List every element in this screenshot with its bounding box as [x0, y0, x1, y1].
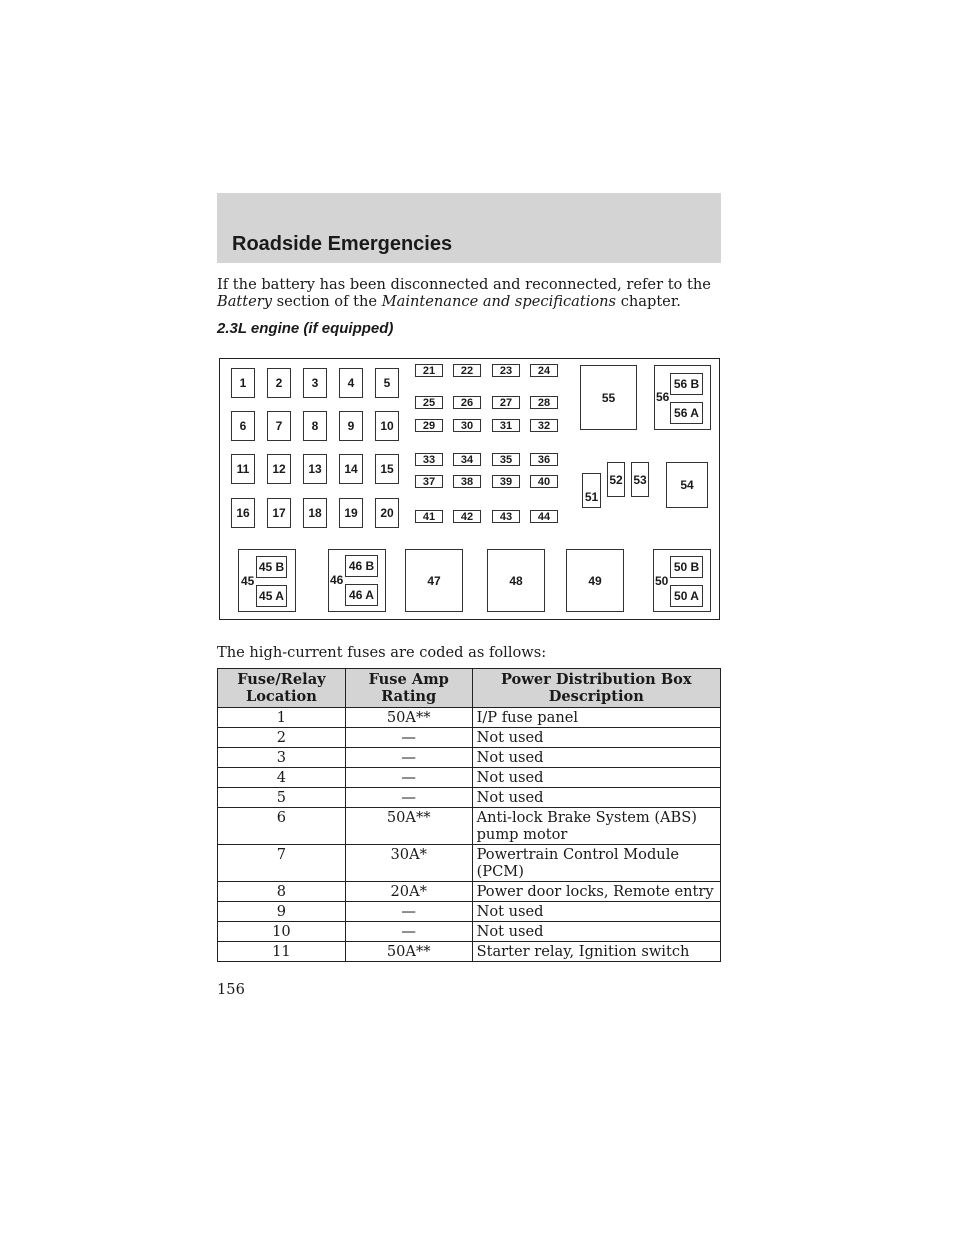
cell-location: 6	[218, 808, 346, 845]
fuse-table	[217, 668, 721, 962]
relay-54: 54	[666, 462, 708, 508]
cell-rating: —	[345, 748, 472, 768]
cell-location: 7	[218, 845, 346, 882]
intro-text-1: If the battery has been disconnected and reconnected, refer to the	[217, 276, 711, 293]
relay-45b: 45 B	[256, 556, 287, 578]
table-row	[218, 768, 721, 788]
fuse-18: 18	[303, 498, 327, 528]
cell-rating: —	[345, 902, 472, 922]
mini-fuse-38: 38	[453, 475, 481, 488]
header-description-line2: Description	[548, 688, 644, 705]
fuse-14: 14	[339, 454, 363, 484]
cell-description: Anti-lock Brake System (ABS) pump motor	[472, 808, 720, 845]
fuse-2: 2	[267, 368, 291, 398]
mini-fuse-28: 28	[530, 396, 558, 409]
mini-fuse-23: 23	[492, 364, 520, 377]
relay-51: 51	[582, 473, 601, 508]
mini-fuse-41: 41	[415, 510, 443, 523]
table-caption: The high-current fuses are coded as follows:	[217, 644, 547, 661]
fuse-6: 6	[231, 411, 255, 441]
table-row	[218, 845, 721, 882]
fuse-13: 13	[303, 454, 327, 484]
mini-fuse-33: 33	[415, 453, 443, 466]
relay-53: 53	[631, 462, 649, 497]
cell-location: 8	[218, 882, 346, 902]
section-title: Roadside Emergencies	[232, 233, 453, 255]
mini-fuse-40: 40	[530, 475, 558, 488]
relay-55: 55	[580, 365, 637, 430]
header-description	[472, 669, 720, 708]
relay-56-label: 56	[656, 390, 670, 404]
fuse-19: 19	[339, 498, 363, 528]
mini-fuse-31: 31	[492, 419, 520, 432]
relay-47: 47	[405, 549, 463, 612]
mini-fuse-29: 29	[415, 419, 443, 432]
cell-rating: —	[345, 768, 472, 788]
cell-description: Not used	[472, 728, 720, 748]
fuse-7: 7	[267, 411, 291, 441]
cell-location: 11	[218, 942, 346, 962]
intro-text-3: chapter.	[616, 292, 681, 310]
header-rating-line2: Rating	[381, 688, 437, 705]
fuse-8: 8	[303, 411, 327, 441]
header-location	[218, 669, 346, 708]
cell-rating: —	[345, 922, 472, 942]
cell-description: Power door locks, Remote entry	[472, 882, 720, 902]
fuse-11: 11	[231, 454, 255, 484]
fuse-9: 9	[339, 411, 363, 441]
cell-description: Powertrain Control Module (PCM)	[472, 845, 720, 882]
table-row	[218, 922, 721, 942]
fuse-1: 1	[231, 368, 255, 398]
cell-description: Not used	[472, 748, 720, 768]
relay-48: 48	[487, 549, 545, 612]
cell-description: Not used	[472, 788, 720, 808]
intro-battery-ref: Battery	[217, 292, 273, 310]
intro-maintenance-ref: Maintenance and specifications	[381, 292, 617, 310]
cell-rating: 20A*	[345, 882, 472, 902]
relay-50a: 50 A	[670, 585, 703, 607]
relay-46b: 46 B	[345, 555, 378, 577]
mini-fuse-30: 30	[453, 419, 481, 432]
relay-56a: 56 A	[670, 402, 703, 424]
relay-49: 49	[566, 549, 624, 612]
cell-location: 9	[218, 902, 346, 922]
mini-fuse-21: 21	[415, 364, 443, 377]
relay-45-label: 45	[241, 574, 255, 588]
relay-46a: 46 A	[345, 584, 378, 606]
table-row	[218, 808, 721, 845]
fuse-4: 4	[339, 368, 363, 398]
mini-fuse-39: 39	[492, 475, 520, 488]
fuse-17: 17	[267, 498, 291, 528]
mini-fuse-24: 24	[530, 364, 558, 377]
mini-fuse-22: 22	[453, 364, 481, 377]
cell-description: Not used	[472, 902, 720, 922]
fuse-15: 15	[375, 454, 399, 484]
mini-fuse-27: 27	[492, 396, 520, 409]
mini-fuse-37: 37	[415, 475, 443, 488]
cell-rating: 50A**	[345, 942, 472, 962]
relay-50b: 50 B	[670, 556, 703, 578]
cell-rating: —	[345, 788, 472, 808]
header-rating	[345, 669, 472, 708]
mini-fuse-42: 42	[453, 510, 481, 523]
relay-46-label: 46	[330, 573, 344, 587]
cell-location: 4	[218, 768, 346, 788]
table-row	[218, 882, 721, 902]
cell-location: 2	[218, 728, 346, 748]
mini-fuse-36: 36	[530, 453, 558, 466]
cell-location: 5	[218, 788, 346, 808]
fuse-box-diagram	[219, 358, 720, 620]
table-row	[218, 788, 721, 808]
engine-subheading: 2.3L engine (if equipped)	[217, 320, 394, 337]
cell-rating: —	[345, 728, 472, 748]
cell-location: 1	[218, 708, 346, 728]
cell-rating: 50A**	[345, 708, 472, 728]
mini-fuse-25: 25	[415, 396, 443, 409]
fuse-12: 12	[267, 454, 291, 484]
intro-paragraph	[217, 277, 727, 310]
table-row	[218, 942, 721, 962]
mini-fuse-32: 32	[530, 419, 558, 432]
header-location-line2: Location	[245, 688, 317, 705]
table-row	[218, 728, 721, 748]
cell-location: 3	[218, 748, 346, 768]
table-header-row	[218, 669, 721, 708]
table-row	[218, 902, 721, 922]
cell-description: Starter relay, Ignition switch	[472, 942, 720, 962]
relay-50-label: 50	[655, 574, 669, 588]
header-rating-line1: Fuse Amp	[368, 671, 449, 688]
header-description-line1: Power Distribution Box	[500, 671, 692, 688]
mini-fuse-26: 26	[453, 396, 481, 409]
relay-56b: 56 B	[670, 373, 703, 395]
mini-fuse-43: 43	[492, 510, 520, 523]
table-row	[218, 748, 721, 768]
table-row	[218, 708, 721, 728]
fuse-20: 20	[375, 498, 399, 528]
relay-52: 52	[607, 462, 625, 497]
intro-text-2: section of the	[272, 292, 382, 310]
mini-fuse-44: 44	[530, 510, 558, 523]
cell-description: Not used	[472, 768, 720, 788]
cell-location: 10	[218, 922, 346, 942]
cell-description: I/P fuse panel	[472, 708, 720, 728]
relay-45a: 45 A	[256, 585, 287, 607]
header-location-line1: Fuse/Relay	[237, 671, 326, 688]
mini-fuse-34: 34	[453, 453, 481, 466]
page-number: 156	[217, 981, 245, 998]
fuse-3: 3	[303, 368, 327, 398]
cell-description: Not used	[472, 922, 720, 942]
fuse-16: 16	[231, 498, 255, 528]
cell-rating: 50A**	[345, 808, 472, 845]
mini-fuse-35: 35	[492, 453, 520, 466]
fuse-10: 10	[375, 411, 399, 441]
cell-rating: 30A*	[345, 845, 472, 882]
section-header	[217, 193, 721, 263]
fuse-5: 5	[375, 368, 399, 398]
